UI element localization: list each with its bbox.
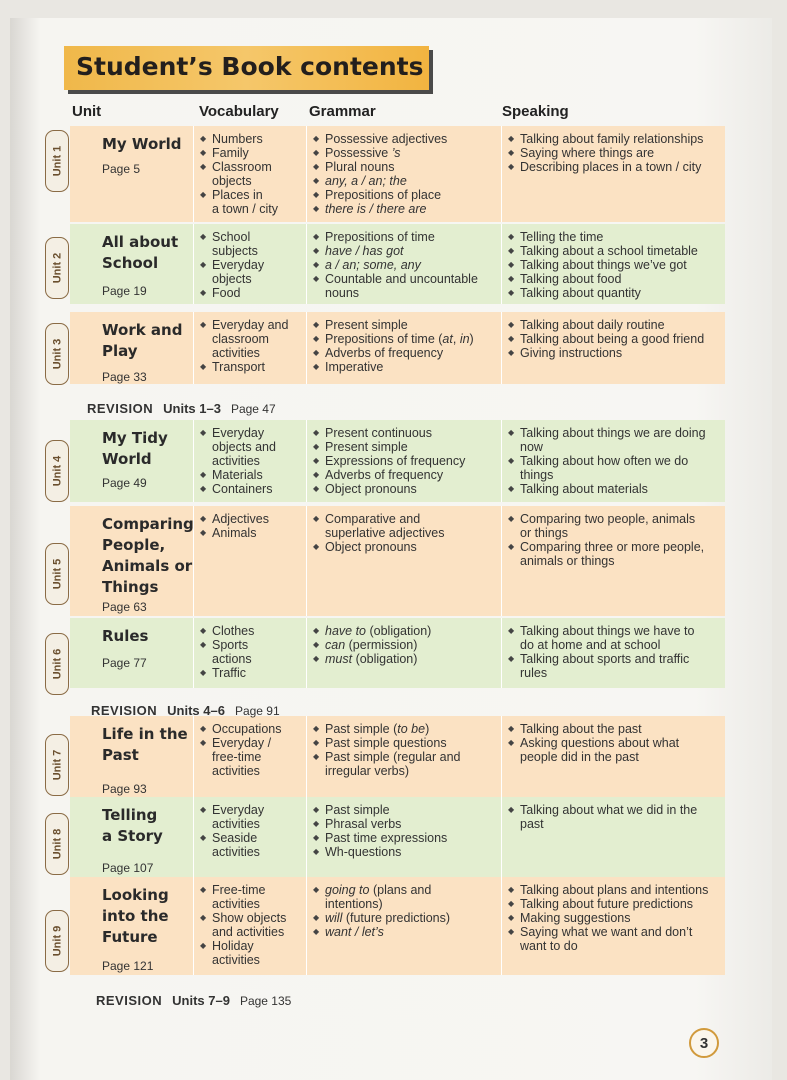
revision-row (96, 993, 291, 1008)
unit-tab[interactable] (45, 543, 69, 605)
column-header-speaking: Speaking (502, 103, 569, 120)
vocabulary-item: ◆ Everyday objects and activities (200, 426, 303, 468)
grammar-item: ◆ have / has got (313, 244, 498, 258)
unit-name: Comparing People, Animals or Things (102, 515, 194, 596)
unit-row (70, 224, 725, 304)
speaking-item: ◆ Talking about future predictions (508, 897, 722, 911)
unit-tab-label: Unit 9 (51, 925, 63, 957)
vocabulary-list (200, 883, 303, 967)
unit-page: Page 63 (102, 600, 147, 614)
speaking-cell (501, 877, 725, 975)
column-header-unit: Unit (72, 103, 102, 120)
grammar-item: ◆ must (obligation) (313, 652, 498, 666)
unit-tab[interactable] (45, 237, 69, 299)
grammar-cell (306, 618, 501, 688)
vocabulary-item: ◆ Classroom objects (200, 160, 303, 188)
grammar-item: ◆ Comparative and superlative adjectives (313, 512, 498, 540)
speaking-cell (501, 420, 725, 502)
unit-name: Looking into the Future (102, 886, 169, 946)
vocabulary-cell (193, 716, 306, 798)
speaking-item: ◆ Saying where things are (508, 146, 722, 160)
unit-page: Page 93 (102, 782, 147, 796)
speaking-cell (501, 797, 725, 877)
speaking-item: ◆ Talking about a school timetable (508, 244, 722, 258)
unit-tab[interactable] (45, 910, 69, 972)
unit-cell (70, 224, 193, 304)
unit-row (70, 420, 725, 502)
revision-row (87, 401, 276, 416)
grammar-item: ◆ want / let’s (313, 925, 498, 939)
unit-name: Telling a Story (102, 806, 163, 845)
unit-tab-label: Unit 6 (51, 648, 63, 680)
vocabulary-list (200, 132, 303, 216)
revision-page: Page 135 (239, 994, 292, 1008)
vocabulary-item: ◆ Holiday activities (200, 939, 303, 967)
unit-tab-label: Unit 2 (51, 252, 63, 284)
revision-label: REVISION (96, 993, 163, 1008)
unit-row (70, 312, 725, 384)
vocabulary-item: ◆ Food (200, 286, 303, 300)
grammar-cell (306, 420, 501, 502)
vocabulary-cell (193, 312, 306, 384)
grammar-item: ◆ Countable and uncountable nouns (313, 272, 498, 300)
vocabulary-list (200, 803, 303, 859)
unit-page: Page 5 (102, 162, 141, 176)
grammar-cell (306, 716, 501, 798)
vocabulary-item: ◆ Transport (200, 360, 303, 374)
grammar-item: ◆ Wh-questions (313, 845, 498, 859)
unit-page: Page 77 (102, 656, 147, 670)
speaking-item: ◆ Talking about how often we do things (508, 454, 722, 482)
unit-row (70, 716, 725, 798)
vocabulary-item: ◆ Free-time activities (200, 883, 303, 911)
grammar-item: ◆ Present simple (313, 318, 498, 332)
unit-row (70, 618, 725, 688)
speaking-list (508, 883, 722, 953)
grammar-item: ◆ Past simple questions (313, 736, 498, 750)
grammar-item: ◆ Prepositions of place (313, 188, 498, 202)
unit-tab[interactable] (45, 130, 69, 192)
grammar-item: ◆ will (future predictions) (313, 911, 498, 925)
unit-row (70, 797, 725, 877)
revision-units: Units 4–6 (167, 703, 225, 718)
speaking-item: ◆ Talking about food (508, 272, 722, 286)
unit-cell (70, 797, 193, 877)
page-title: Student’s Book contents (76, 52, 424, 81)
unit-page: Page 33 (102, 370, 147, 384)
grammar-cell (306, 877, 501, 975)
speaking-list (508, 132, 722, 174)
vocabulary-cell (193, 224, 306, 304)
vocabulary-cell (193, 877, 306, 975)
unit-page: Page 49 (102, 476, 147, 490)
speaking-item: ◆ Talking about things we are doing now (508, 426, 722, 454)
unit-tab[interactable] (45, 734, 69, 796)
grammar-item: ◆ Present continuous (313, 426, 498, 440)
grammar-item: ◆ Possessive ’s (313, 146, 498, 160)
unit-page: Page 121 (102, 959, 154, 973)
unit-tab[interactable] (45, 813, 69, 875)
revision-label: REVISION (87, 401, 154, 416)
vocabulary-item: ◆ Family (200, 146, 303, 160)
grammar-item: ◆ Past simple (to be) (313, 722, 498, 736)
speaking-item: ◆ Giving instructions (508, 346, 722, 360)
vocabulary-item: ◆ Seaside activities (200, 831, 303, 859)
unit-page: Page 19 (102, 284, 147, 298)
grammar-item: ◆ Object pronouns (313, 482, 498, 496)
grammar-item: ◆ Object pronouns (313, 540, 498, 554)
vocabulary-list (200, 426, 303, 496)
grammar-item: ◆ Past simple (regular and irregular verbs) (313, 750, 498, 778)
speaking-cell (501, 618, 725, 688)
grammar-item: ◆ any, a / an; the (313, 174, 498, 188)
speaking-item: ◆ Talking about what we did in the past (508, 803, 722, 831)
vocabulary-cell (193, 618, 306, 688)
grammar-list (313, 624, 498, 666)
unit-row (70, 126, 725, 222)
title-banner (64, 46, 429, 90)
grammar-cell (306, 797, 501, 877)
speaking-list (508, 230, 722, 300)
vocabulary-list (200, 624, 303, 680)
speaking-item: ◆ Comparing three or more people, animals or things (508, 540, 722, 568)
speaking-item: ◆ Talking about sports and traffic rules (508, 652, 722, 680)
speaking-list (508, 426, 722, 496)
vocabulary-list (200, 512, 303, 540)
unit-tab[interactable] (45, 440, 69, 502)
speaking-list (508, 803, 722, 831)
grammar-item: ◆ Imperative (313, 360, 498, 374)
column-header-grammar: Grammar (309, 103, 376, 120)
grammar-item: ◆ a / an; some, any (313, 258, 498, 272)
unit-name: My Tidy World (102, 429, 168, 468)
grammar-item: ◆ Past time expressions (313, 831, 498, 845)
vocabulary-cell (193, 506, 306, 616)
unit-cell (70, 420, 193, 502)
vocabulary-item: ◆ Clothes (200, 624, 303, 638)
vocabulary-item: ◆ Containers (200, 482, 303, 496)
grammar-cell (306, 126, 501, 222)
grammar-item: ◆ have to (obligation) (313, 624, 498, 638)
unit-page: Page 107 (102, 861, 154, 875)
speaking-item: ◆ Describing places in a town / city (508, 160, 722, 174)
grammar-list (313, 318, 498, 374)
vocabulary-item: ◆ Materials (200, 468, 303, 482)
vocabulary-item: ◆ Everyday objects (200, 258, 303, 286)
grammar-item: ◆ there is / there are (313, 202, 498, 216)
vocabulary-item: ◆ Occupations (200, 722, 303, 736)
revision-page: Page 47 (230, 402, 276, 416)
unit-cell (70, 877, 193, 975)
unit-tab[interactable] (45, 633, 69, 695)
grammar-item: ◆ Adverbs of frequency (313, 468, 498, 482)
speaking-item: ◆ Talking about daily routine (508, 318, 722, 332)
unit-cell (70, 716, 193, 798)
grammar-item: ◆ can (permission) (313, 638, 498, 652)
speaking-item: ◆ Talking about things we’ve got (508, 258, 722, 272)
unit-name: Rules (102, 627, 149, 645)
speaking-item: ◆ Talking about things we have to do at home and at school (508, 624, 722, 652)
vocabulary-cell (193, 420, 306, 502)
grammar-list (313, 803, 498, 859)
speaking-cell (501, 716, 725, 798)
unit-cell (70, 126, 193, 222)
grammar-cell (306, 224, 501, 304)
revision-row (91, 703, 280, 718)
grammar-list (313, 722, 498, 778)
speaking-item: ◆ Talking about materials (508, 482, 722, 496)
unit-name: Work and Play (102, 321, 183, 360)
speaking-item: ◆ Telling the time (508, 230, 722, 244)
unit-row (70, 877, 725, 975)
revision-units: Units 1–3 (163, 401, 221, 416)
speaking-item: ◆ Making suggestions (508, 911, 722, 925)
revision-page: Page 91 (234, 704, 280, 718)
speaking-list (508, 722, 722, 764)
grammar-list (313, 132, 498, 216)
unit-tab-label: Unit 4 (51, 455, 63, 487)
revision-label: REVISION (91, 703, 158, 718)
unit-cell (70, 506, 193, 616)
speaking-cell (501, 126, 725, 222)
speaking-item: ◆ Talking about the past (508, 722, 722, 736)
vocabulary-item: ◆ Places in a town / city (200, 188, 303, 216)
grammar-list (313, 230, 498, 300)
unit-tab-label: Unit 5 (51, 558, 63, 590)
speaking-list (508, 512, 722, 568)
unit-cell (70, 618, 193, 688)
speaking-item: ◆ Talking about plans and intentions (508, 883, 722, 897)
grammar-item: ◆ Adverbs of frequency (313, 346, 498, 360)
vocabulary-item: ◆ Sports actions (200, 638, 303, 666)
speaking-list (508, 318, 722, 360)
vocabulary-item: ◆ Traffic (200, 666, 303, 680)
unit-tab-label: Unit 3 (51, 338, 63, 370)
vocabulary-item: ◆ Everyday / free-time activities (200, 736, 303, 778)
unit-cell (70, 312, 193, 384)
grammar-item: ◆ going to (plans and intentions) (313, 883, 498, 911)
grammar-item: ◆ Phrasal verbs (313, 817, 498, 831)
speaking-cell (501, 312, 725, 384)
speaking-item: ◆ Talking about quantity (508, 286, 722, 300)
vocabulary-cell (193, 126, 306, 222)
grammar-item: ◆ Plural nouns (313, 160, 498, 174)
grammar-item: ◆ Prepositions of time (313, 230, 498, 244)
unit-tab[interactable] (45, 323, 69, 385)
unit-tab-label: Unit 7 (51, 749, 63, 781)
vocabulary-item: ◆ Adjectives (200, 512, 303, 526)
vocabulary-item: ◆ Numbers (200, 132, 303, 146)
speaking-item: ◆ Comparing two people, animals or things (508, 512, 722, 540)
speaking-cell (501, 224, 725, 304)
unit-row (70, 506, 725, 616)
page-number: 3 (689, 1028, 719, 1058)
speaking-item: ◆ Saying what we want and don’t want to do (508, 925, 722, 953)
grammar-list (313, 426, 498, 496)
grammar-item: ◆ Expressions of frequency (313, 454, 498, 468)
speaking-list (508, 624, 722, 680)
vocabulary-item: ◆ Animals (200, 526, 303, 540)
grammar-item: ◆ Past simple (313, 803, 498, 817)
grammar-list (313, 883, 498, 939)
grammar-item: ◆ Present simple (313, 440, 498, 454)
grammar-cell (306, 506, 501, 616)
unit-tab-label: Unit 1 (51, 145, 63, 177)
vocabulary-item: ◆ Everyday activities (200, 803, 303, 831)
column-header-vocabulary: Vocabulary (199, 103, 279, 120)
unit-name: Life in the Past (102, 725, 188, 764)
speaking-cell (501, 506, 725, 616)
vocabulary-cell (193, 797, 306, 877)
vocabulary-item: ◆ Everyday and classroom activities (200, 318, 303, 360)
speaking-item: ◆ Talking about being a good friend (508, 332, 722, 346)
speaking-item: ◆ Asking questions about what people did in the past (508, 736, 722, 764)
revision-units: Units 7–9 (172, 993, 230, 1008)
grammar-item: ◆ Possessive adjectives (313, 132, 498, 146)
vocabulary-list (200, 230, 303, 300)
vocabulary-list (200, 318, 303, 374)
grammar-cell (306, 312, 501, 384)
vocabulary-list (200, 722, 303, 778)
grammar-item: ◆ Prepositions of time (at, in) (313, 332, 498, 346)
unit-tab-label: Unit 8 (51, 828, 63, 860)
unit-name: My World (102, 135, 182, 153)
vocabulary-item: ◆ School subjects (200, 230, 303, 258)
speaking-item: ◆ Talking about family relationships (508, 132, 722, 146)
vocabulary-item: ◆ Show objects and activities (200, 911, 303, 939)
unit-name: All about School (102, 233, 179, 272)
grammar-list (313, 512, 498, 554)
